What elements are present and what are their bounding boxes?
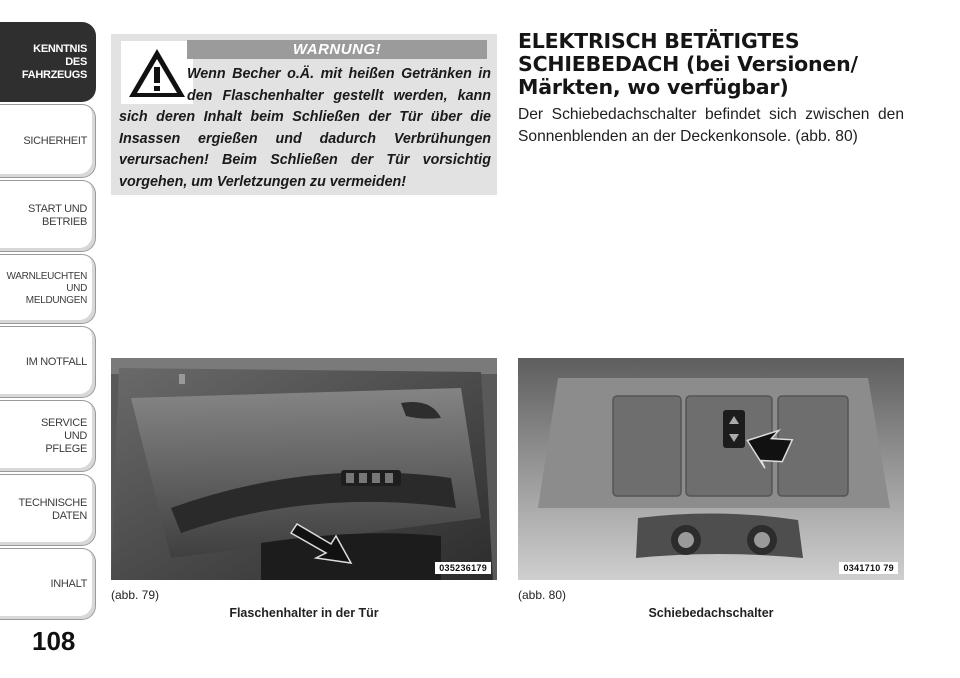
tab-sicherheit[interactable]: SICHERHEIT (0, 104, 96, 178)
figure-80-caption: Schiebedachschalter (648, 606, 774, 620)
tab-service-und-pflege[interactable]: SERVICE UND PFLEGE (0, 400, 96, 472)
section-body: Der Schiebedachschalter befindet sich zwischen den Sonnenblenden an der Deckenkonsole. (abb. 80) (518, 106, 904, 145)
figure-80-photo (518, 358, 904, 580)
figure-80-label: (abb. 80) (518, 588, 567, 602)
tab-im-notfall[interactable]: IM NOTFALL (0, 326, 96, 398)
tab-inhalt[interactable]: INHALT (0, 548, 96, 620)
figure-79-code: 035236179 (435, 562, 491, 574)
section-title: ELEKTRISCH BETÄTIGTES SCHIEBEDACH (bei Versionen/ Märkten, wo verfügbar) (518, 29, 858, 99)
warning-text (119, 64, 491, 193)
warning-text-content: Wenn Becher o.Ä. mit heißen Getränken in den Flaschenhalter gestellt werden, kann sich deren Inhalt beim Schließen der Tür über die Insassen ergießen und dadurch Verbrühungen verursachen! Beim Schließen der Tür vorsichtig vorgehen, um Verletzungen zu vermeiden! (119, 66, 491, 190)
figure-79-photo (111, 358, 497, 580)
figure-79-label: (abb. 79) (111, 588, 160, 602)
figure-79-caption: Flaschenhalter in der Tür (229, 606, 379, 620)
tab-kenntnis-des-fahrzeugs[interactable]: KENNTNIS DES FAHRZEUGS (0, 22, 96, 102)
figure-80-code: 0341710 79 (839, 562, 898, 574)
tab-warnleuchten-und-meldungen[interactable]: WARNLEUCHTEN UND MELDUNGEN (0, 254, 96, 324)
warning-header: WARNUNG! (187, 40, 487, 59)
tab-technische-daten[interactable]: TECHNISCHE DATEN (0, 474, 96, 546)
page-number: 108 (32, 626, 76, 656)
tab-start-und-betrieb[interactable]: START UND BETRIEB (0, 180, 96, 252)
warning-box (111, 34, 497, 195)
